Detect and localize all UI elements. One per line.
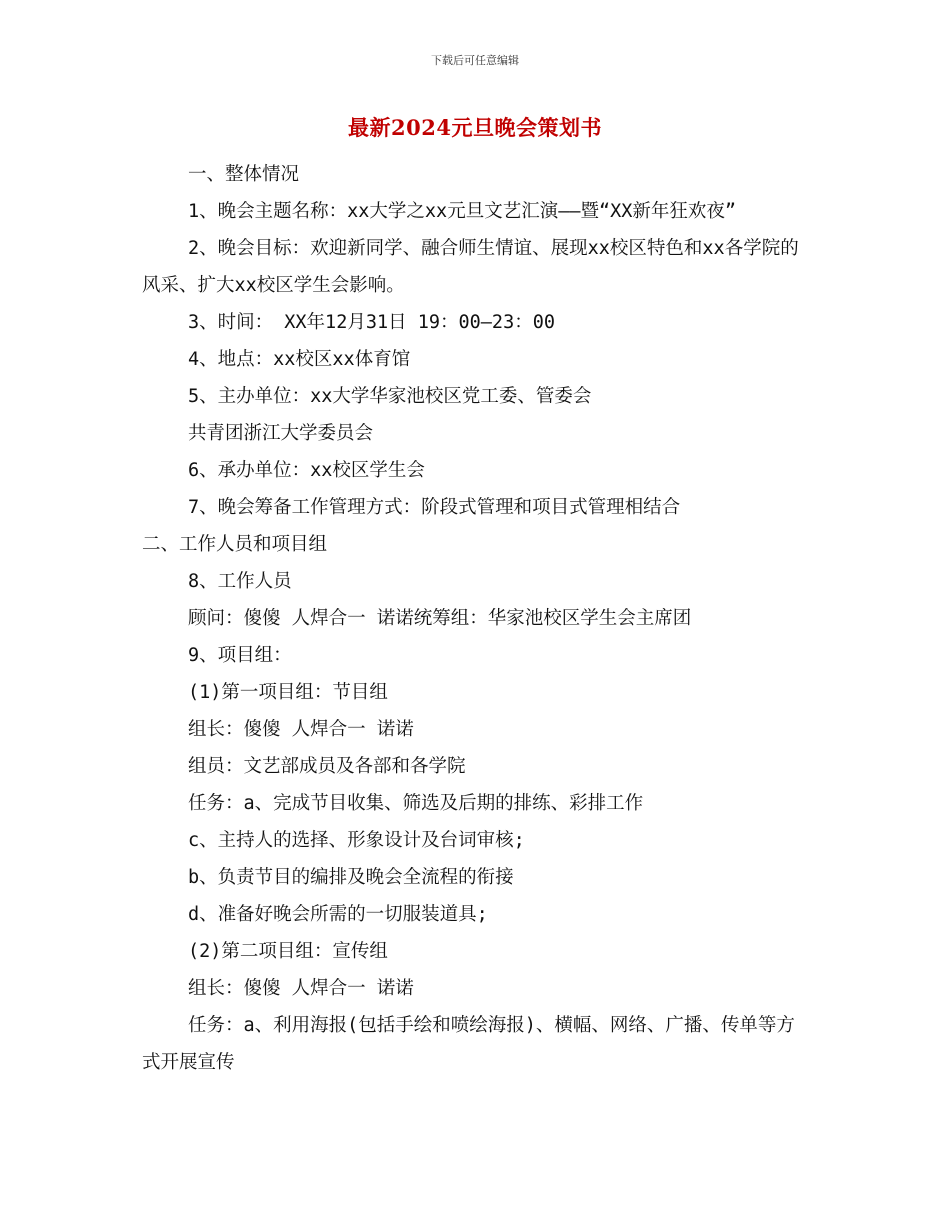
paragraph: 8、工作人员 <box>188 571 292 592</box>
paragraph: 任务：a、完成节目收集、筛选及后期的排练、彩排工作 <box>188 793 644 814</box>
paragraph: 2、晚会目标：欢迎新同学、融合师生情谊、展现xx校区特色和xx各学院的风采、扩大xx校区学生会影响。 <box>142 238 799 296</box>
paragraph: b、负责节目的编排及晚会全流程的衔接 <box>188 867 514 888</box>
paragraph: 组长：傻傻 人焊合一 诺诺 <box>188 978 414 999</box>
paragraph: (2)第二项目组：宣传组 <box>188 941 388 962</box>
paragraph: 组长：傻傻 人焊合一 诺诺 <box>188 719 414 740</box>
paragraph: 顾问：傻傻 人焊合一 诺诺统筹组：华家池校区学生会主席团 <box>188 608 692 629</box>
paragraph: 一、整体情况 <box>188 164 300 185</box>
paragraph: 7、晚会筹备工作管理方式：阶段式管理和项目式管理相结合 <box>188 497 681 518</box>
paragraph: 共青团浙江大学委员会 <box>188 423 374 444</box>
paragraph: 5、主办单位：xx大学华家池校区党工委、管委会 <box>188 386 592 407</box>
paragraph: 9、项目组： <box>188 645 292 666</box>
paragraph: d、准备好晚会所需的一切服装道具; <box>188 904 488 925</box>
paragraph: c、主持人的选择、形象设计及台词审核; <box>188 830 525 851</box>
paragraph: 1、晚会主题名称：xx大学之xx元旦文艺汇演——暨“XX新年狂欢夜” <box>188 201 737 222</box>
paragraph: 组员：文艺部成员及各部和各学院 <box>188 756 466 777</box>
document-body <box>142 156 810 1081</box>
paragraph: 4、地点：xx校区xx体育馆 <box>188 349 411 370</box>
paragraph: 6、承办单位：xx校区学生会 <box>188 460 425 481</box>
document-title: 最新2024元旦晚会策划书 <box>348 115 602 140</box>
paragraph: 任务：a、利用海报(包括手绘和喷绘海报)、横幅、网络、广播、传单等方式开展宣传 <box>142 1015 795 1073</box>
header-note: 下载后可任意编辑 <box>431 54 519 67</box>
paragraph: 3、时间： XX年12月31日 19：00—23：00 <box>188 312 555 333</box>
paragraph: 二、工作人员和项目组 <box>142 534 328 555</box>
paragraph: (1)第一项目组：节目组 <box>188 682 388 703</box>
